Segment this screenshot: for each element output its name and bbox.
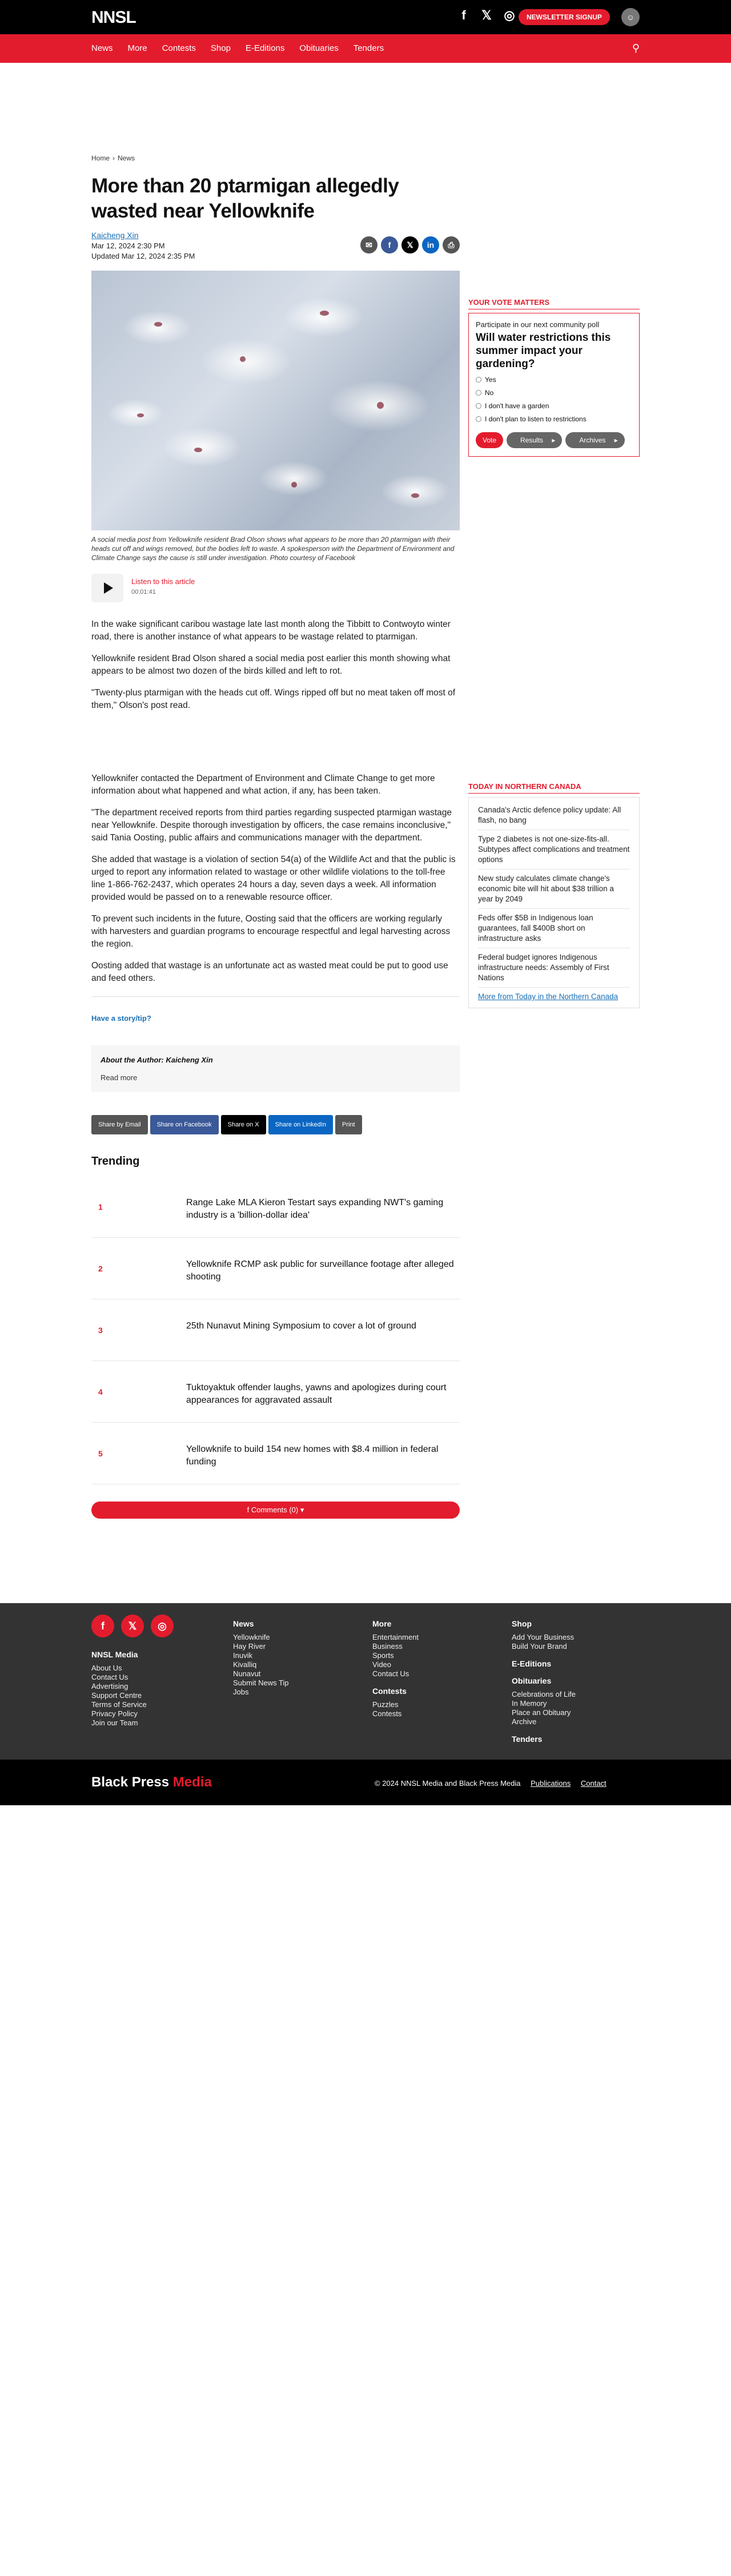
canada-item[interactable]: Canada's Arctic defence policy update: All flash, no bang — [478, 801, 630, 830]
trending-title: Trending — [91, 1155, 140, 1168]
author-link[interactable]: Kaicheng Xin — [91, 231, 139, 240]
footer-link[interactable]: About Us — [91, 1664, 122, 1672]
read-more-link[interactable]: Read more — [101, 1073, 138, 1082]
article-body — [91, 618, 460, 985]
footer-heading[interactable]: E-Editions — [512, 1659, 552, 1668]
trending-headline[interactable]: 25th Nunavut Mining Symposium to cover a lot of ground — [186, 1321, 416, 1331]
poll-option[interactable] — [476, 389, 632, 397]
footer-heading[interactable]: Tenders — [512, 1734, 543, 1744]
breadcrumb — [91, 154, 460, 162]
footer-link[interactable]: Add Your Business — [512, 1633, 575, 1641]
copyright — [375, 1779, 607, 1788]
footer-link[interactable]: Video — [372, 1660, 392, 1669]
share-linkedin-button[interactable]: Share on LinkedIn — [268, 1115, 333, 1134]
footer-link[interactable]: Submit News Tip — [233, 1679, 289, 1687]
print-button[interactable]: Print — [335, 1115, 362, 1134]
footer-col-nnsl — [91, 1650, 147, 1728]
footer-heading: News — [233, 1619, 254, 1628]
footer-heading: Obituaries — [512, 1676, 552, 1685]
footer-link[interactable]: Jobs — [233, 1688, 249, 1696]
canada-item[interactable]: New study calculates climate change's economic bite will hit about $38 trillion a year by 2049 — [478, 870, 630, 909]
linkedin-icon[interactable]: in — [422, 236, 439, 253]
footer-link[interactable]: Archive — [512, 1717, 537, 1726]
audio-player — [91, 574, 460, 602]
facebook-icon: f — [247, 1506, 251, 1514]
print-icon[interactable]: ⎙ — [443, 236, 460, 253]
footer-heading: NNSL Media — [91, 1650, 138, 1659]
footer-link[interactable]: Kivalliq — [233, 1660, 257, 1669]
article-photo[interactable] — [91, 271, 460, 530]
poll-widget — [468, 298, 640, 457]
poll-question: Will water restrictions this summer impact your gardening? — [476, 332, 611, 370]
bottom-bar — [0, 1760, 731, 1805]
poll-box — [468, 313, 640, 457]
results-label: Results — [520, 436, 544, 444]
footer-link[interactable]: Nunavut — [233, 1669, 261, 1678]
article-title: More than 20 ptarmigan allegedly wasted near Yellowknife — [91, 175, 399, 222]
footer-heading: Contests — [372, 1687, 407, 1696]
share-email-button[interactable]: Share by Email — [91, 1115, 148, 1134]
footer-link[interactable]: Entertainment — [372, 1633, 419, 1641]
x-icon[interactable]: 𝕏 — [401, 236, 419, 253]
trending-number: 5 — [98, 1449, 103, 1458]
canada-item[interactable]: Federal budget ignores Indigenous infrastructure needs: Assembly of First Nations — [478, 948, 630, 988]
facebook-icon[interactable]: f — [461, 8, 466, 22]
vote-button[interactable]: Vote — [476, 432, 503, 448]
published-date: Mar 12, 2024 2:30 PM — [91, 242, 165, 250]
poll-option-label: Yes — [485, 376, 496, 384]
radio-icon[interactable] — [476, 390, 481, 396]
photo-caption: A social media post from Yellowknife resident Brad Olson shows what appears to be more than 20 ptarmigan with their heads cut off and wings removed, but the bodies left to waste. A spokesperson with the Department of Environment and Climate Change says the cause is still under investigation. Photo courtesy of Facebook — [91, 536, 455, 562]
radio-icon[interactable] — [476, 377, 481, 383]
footer-link[interactable]: Terms of Service — [91, 1700, 147, 1709]
trending-list — [91, 1176, 460, 1484]
footer-col-more — [372, 1619, 419, 1718]
trending-item[interactable] — [91, 1299, 460, 1361]
about-author-title: About the Author: Kaicheng Xin — [101, 1056, 213, 1064]
footer-link[interactable]: Place an Obituary — [512, 1708, 571, 1717]
trending-item[interactable] — [91, 1361, 460, 1423]
radio-icon[interactable] — [476, 416, 481, 422]
footer-heading: More — [372, 1619, 392, 1628]
share-icons — [360, 236, 460, 253]
poll-option[interactable] — [476, 415, 632, 423]
comments-button[interactable] — [91, 1502, 460, 1519]
nav-obituaries[interactable]: Obituaries — [299, 43, 339, 53]
user-icon[interactable]: ☺ — [621, 8, 640, 26]
trending-item[interactable] — [91, 1423, 460, 1484]
nav-e-editions[interactable]: E-Editions — [245, 43, 285, 53]
footer-link[interactable]: Puzzles — [372, 1700, 399, 1709]
contact-link[interactable]: Contact — [580, 1779, 607, 1788]
footer-col-shop — [512, 1619, 576, 1748]
paragraph: "Twenty-plus ptarmigan with the heads cut off. Wings ripped off but no meat taken off most of them," Olson's post read. — [91, 688, 456, 710]
play-icon[interactable] — [91, 574, 123, 602]
logo-text: Black Press — [91, 1774, 173, 1790]
poll-option[interactable] — [476, 376, 632, 384]
share-bar — [91, 1115, 460, 1134]
trending-number: 2 — [98, 1264, 103, 1273]
chevron-down-icon: ▾ — [298, 1506, 304, 1514]
site-logo[interactable]: NNSL — [91, 8, 136, 27]
share-facebook-button[interactable]: Share on Facebook — [150, 1115, 219, 1134]
updated-date: Updated Mar 12, 2024 2:35 PM — [91, 252, 195, 260]
poll-option-label: I don't have a garden — [485, 402, 549, 410]
footer-social-links — [91, 1615, 174, 1637]
trending-number: 1 — [98, 1202, 103, 1211]
canada-item[interactable]: Type 2 diabetes is not one-size-fits-all. Subtypes affect complications and treatment options — [478, 830, 630, 870]
paragraph: Oosting added that wastage is an unfortunate act as wasted meat could be put to good use and feed others. — [91, 961, 448, 983]
footer-link[interactable]: Business — [372, 1642, 403, 1651]
footer-heading: Shop — [512, 1619, 532, 1628]
northern-canada-widget — [468, 782, 640, 1008]
top-bar — [0, 0, 731, 34]
facebook-icon[interactable]: f — [381, 236, 398, 253]
paragraph: Yellowknifer contacted the Department of Environment and Climate Change to get more information about what happened and what action, if any, has been taken. — [91, 774, 435, 796]
trending-headline[interactable]: Yellowknife RCMP ask public for surveillance footage after alleged shooting — [186, 1259, 454, 1282]
header-social-links — [456, 8, 525, 23]
paragraph: Yellowknife resident Brad Olson shared a social media post earlier this month showing what appears to be almost two dozen of the birds killed and left to rot. — [91, 654, 451, 676]
trending-item[interactable] — [91, 1176, 460, 1238]
footer-link[interactable]: Hay River — [233, 1642, 266, 1651]
nav-news[interactable]: News — [91, 43, 113, 53]
logo-text-media: Media — [172, 1774, 212, 1790]
divider — [91, 996, 460, 997]
footer-link[interactable]: In Memory — [512, 1699, 547, 1708]
share-x-button[interactable]: Share on X — [221, 1115, 266, 1134]
nav-tenders[interactable]: Tenders — [353, 43, 384, 53]
x-icon[interactable]: 𝕏 — [481, 8, 492, 22]
canada-more-link[interactable]: More from Today in the Northern Canada — [478, 992, 618, 1001]
results-button[interactable]: Results ▸ — [507, 432, 562, 448]
article — [91, 154, 460, 1519]
black-press-logo[interactable] — [91, 1774, 212, 1790]
poll-option-label: I don't plan to listen to restrictions — [485, 415, 587, 423]
footer-link[interactable]: Advertising — [91, 1682, 128, 1690]
paragraph: She added that wastage is a violation of section 54(a) of the Wildlife Act and that the public is urged to report any information related to wastage or other wildlife violations to the toll-free line 1-866-762-2437, which operates 24 hours a day, seven days a week. All information provided would be passed on to a renewable resource officer. — [91, 855, 456, 902]
footer — [0, 1603, 731, 1760]
instagram-icon[interactable]: ◎ — [504, 8, 515, 22]
main-nav — [0, 34, 731, 63]
footer-link[interactable]: Privacy Policy — [91, 1709, 138, 1718]
trending-number: 3 — [98, 1326, 103, 1335]
footer-col-news — [233, 1619, 289, 1697]
canada-item[interactable]: Feds offer $5B in Indigenous loan guarantees, fall $400B short on infrastructure asks — [478, 909, 630, 948]
story-tip-link[interactable]: Have a story/tip? — [91, 1014, 151, 1023]
paragraph: "The department received reports from third parties regarding suspected ptarmigan wastage near Yellowknife. Despite thorough investigation by officers, the case remains inconclusive," said Tania Oosting, public affairs and communications manager with the department. — [91, 808, 452, 843]
instagram-icon[interactable]: ◎ — [151, 1615, 174, 1637]
paragraph: To prevent such incidents in the future, Oosting said that the officers are working regularly with harvesters and guardian programs to encourage respectful and legal harvesting across the region. — [91, 914, 451, 949]
footer-link[interactable]: Inuvik — [233, 1651, 252, 1660]
x-icon[interactable]: 𝕏 — [121, 1615, 144, 1637]
chevron-right-icon: › — [113, 154, 115, 162]
archives-button[interactable]: Archives ▸ — [565, 432, 624, 448]
canada-heading: TODAY IN NORTHERN CANADA — [468, 782, 640, 794]
comments-label: Comments (0) — [251, 1506, 299, 1514]
footer-link[interactable]: Contact Us — [91, 1673, 128, 1681]
footer-link[interactable]: Yellowknife — [233, 1633, 270, 1641]
nav-contests[interactable]: Contests — [162, 43, 196, 53]
radio-icon[interactable] — [476, 403, 481, 409]
byline — [91, 231, 460, 265]
breadcrumb-news[interactable]: News — [118, 154, 135, 162]
nav-shop[interactable]: Shop — [210, 43, 231, 53]
newsletter-signup-button[interactable]: NEWSLETTER SIGNUP — [519, 9, 610, 25]
poll-option[interactable] — [476, 402, 632, 410]
footer-link[interactable]: Contact Us — [372, 1669, 409, 1678]
trending-headline[interactable]: Range Lake MLA Kieron Testart says expanding NWT's gaming industry is a 'billion-dollar idea' — [186, 1198, 444, 1220]
footer-link[interactable]: Sports — [372, 1651, 394, 1660]
footer-link[interactable]: Celebrations of Life — [512, 1690, 576, 1698]
archives-label: Archives — [579, 436, 606, 444]
footer-link[interactable]: Support Centre — [91, 1691, 142, 1700]
listen-label[interactable]: Listen to this article — [131, 577, 195, 586]
footer-link[interactable]: Contests — [372, 1709, 402, 1718]
trending-item[interactable] — [91, 1238, 460, 1299]
audio-duration: 00:01:41 — [131, 589, 156, 595]
publications-link[interactable]: Publications — [531, 1779, 571, 1788]
paragraph: In the wake significant caribou wastage late last month along the Tibbitt to Contwoyto winter road, there is another instance of what appears to be wastage related to ptarmigan. — [91, 619, 451, 642]
trending-headline[interactable]: Yellowknife to build 154 new homes with $8.4 million in federal funding — [186, 1444, 439, 1467]
email-icon[interactable]: ✉ — [360, 236, 377, 253]
poll-intro: Participate in our next community poll — [476, 320, 600, 329]
nav-more[interactable]: More — [127, 43, 147, 53]
search-icon[interactable]: ⚲ — [632, 42, 640, 54]
copyright-text: © 2024 NNSL Media and Black Press Media — [375, 1779, 521, 1788]
facebook-icon[interactable]: f — [91, 1615, 114, 1637]
trending-number: 4 — [98, 1387, 103, 1396]
footer-link[interactable]: Build Your Brand — [512, 1642, 567, 1651]
poll-option-label: No — [485, 389, 494, 397]
about-author — [91, 1045, 460, 1092]
breadcrumb-home[interactable]: Home — [91, 154, 110, 162]
poll-heading: YOUR VOTE MATTERS — [468, 298, 640, 309]
footer-link[interactable]: Join our Team — [91, 1718, 138, 1727]
trending-headline[interactable]: Tuktoyaktuk offender laughs, yawns and apologizes during court appearances for aggravated assault — [186, 1383, 447, 1405]
